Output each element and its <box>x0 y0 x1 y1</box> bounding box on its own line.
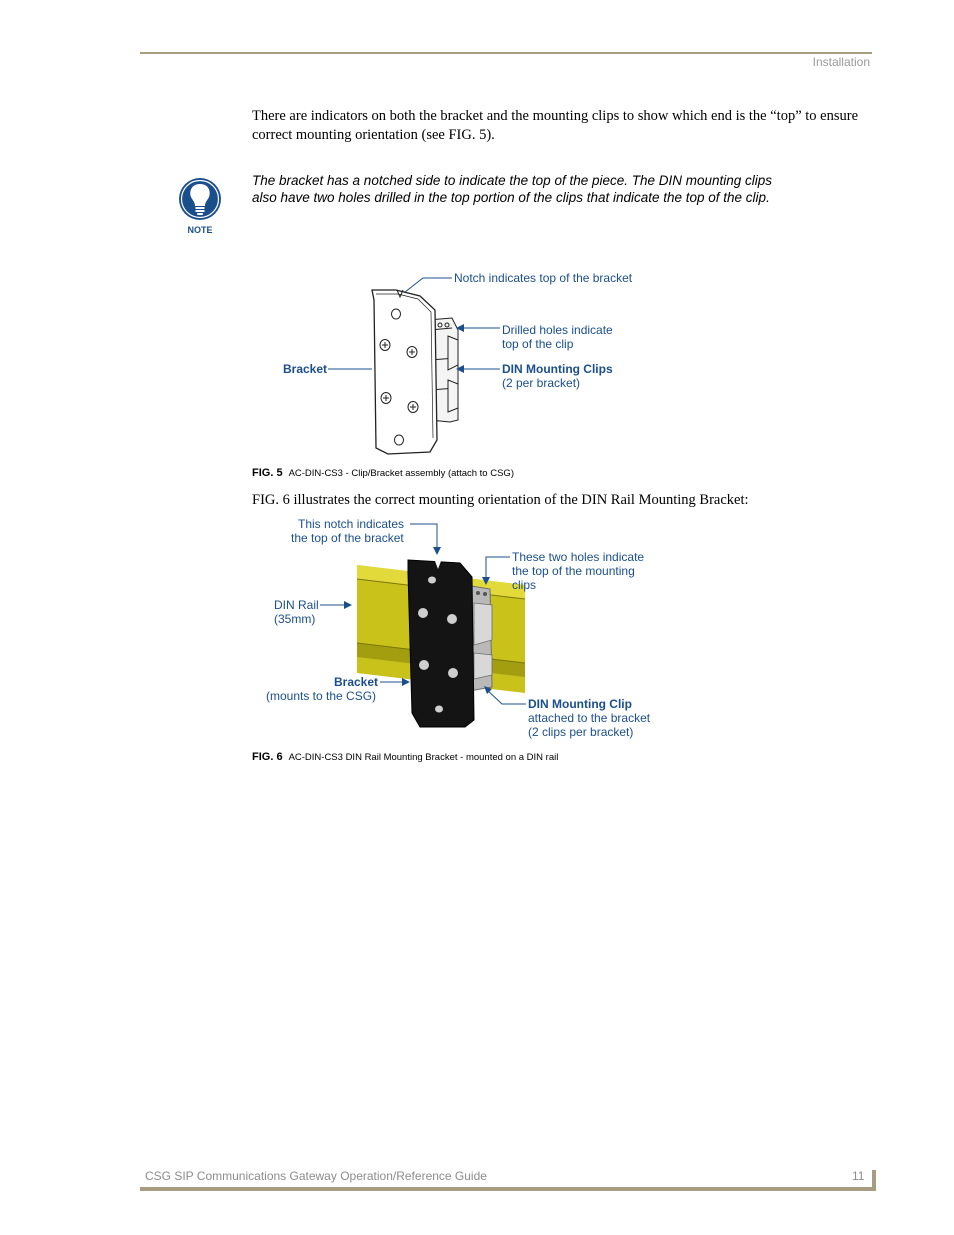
fig6-notch-callout-line2: the top of the bracket <box>291 531 404 545</box>
fig5-holes-callout-line2: top of the clip <box>502 337 574 351</box>
note-text: The bracket has a notched side to indicate the top of the piece. The DIN mounting clips also have two holes drilled in the top portion of the clips that indicate the top of the clip. <box>252 173 773 205</box>
fig6-notch-callout-line1: This notch indicates <box>298 517 405 531</box>
fig5-clips-callout-line1: DIN Mounting Clips <box>502 362 613 376</box>
footer-title: CSG SIP Communications Gateway Operation/Reference Guide <box>145 1169 487 1183</box>
fig5-bracket-callout: Bracket <box>283 362 328 376</box>
fig6-holes-callout-line2: the top of the mounting <box>512 564 635 578</box>
bracket-drawing <box>408 560 474 727</box>
fig6-rail-callout-line2: (35mm) <box>274 612 316 626</box>
fig5-caption-label: FIG. 5 <box>252 467 283 479</box>
fig6-bracket-callout-line1: Bracket <box>334 675 379 689</box>
fig6-rail-callout-line1: DIN Rail <box>274 598 319 612</box>
fig6-clip-callout-line1: DIN Mounting Clip <box>528 697 632 711</box>
fig5-holes-callout-line1: Drilled holes indicate <box>502 323 613 337</box>
fig6-caption <box>252 751 558 763</box>
body-paragraph: There are indicators on both the bracket and the mounting clips to show which end is the “top” to ensure correct mounting orientation (see FIG. 5). <box>252 108 859 143</box>
fig6-bracket-callout-line2: (mounts to the CSG) <box>266 689 377 703</box>
bracket-drawing <box>372 290 437 454</box>
fig6-clip-callout-line2: attached to the bracket <box>528 711 651 725</box>
fig6-holes-callout-line3: clips <box>512 578 537 592</box>
note-label: NOTE <box>187 225 213 235</box>
header-rule <box>140 52 872 54</box>
fig6-intro-text: FIG. 6 illustrates the correct mounting orientation of the DIN Rail Mounting Bracket: <box>252 492 749 508</box>
fig5-caption <box>252 467 514 479</box>
page-number: 11 <box>852 1169 865 1183</box>
section-title: Installation <box>812 55 870 69</box>
note-icon <box>176 176 224 236</box>
fig5-clips-callout-line2: (2 per bracket) <box>502 376 581 390</box>
fig6-holes-callout-line1: These two holes indicate <box>512 550 645 564</box>
fig5-caption-text: AC-DIN-CS3 - Clip/Bracket assembly (attach to CSG) <box>288 468 514 479</box>
fig5-notch-callout: Notch indicates top of the bracket <box>454 271 633 285</box>
fig6-caption-label: FIG. 6 <box>252 751 283 763</box>
footer-rule <box>140 1187 876 1191</box>
footer-rule-end <box>872 1170 876 1191</box>
fig6-clip-callout-line3: (2 clips per bracket) <box>528 725 634 739</box>
fig6-caption-text: AC-DIN-CS3 DIN Rail Mounting Bracket - mounted on a DIN rail <box>288 752 559 763</box>
